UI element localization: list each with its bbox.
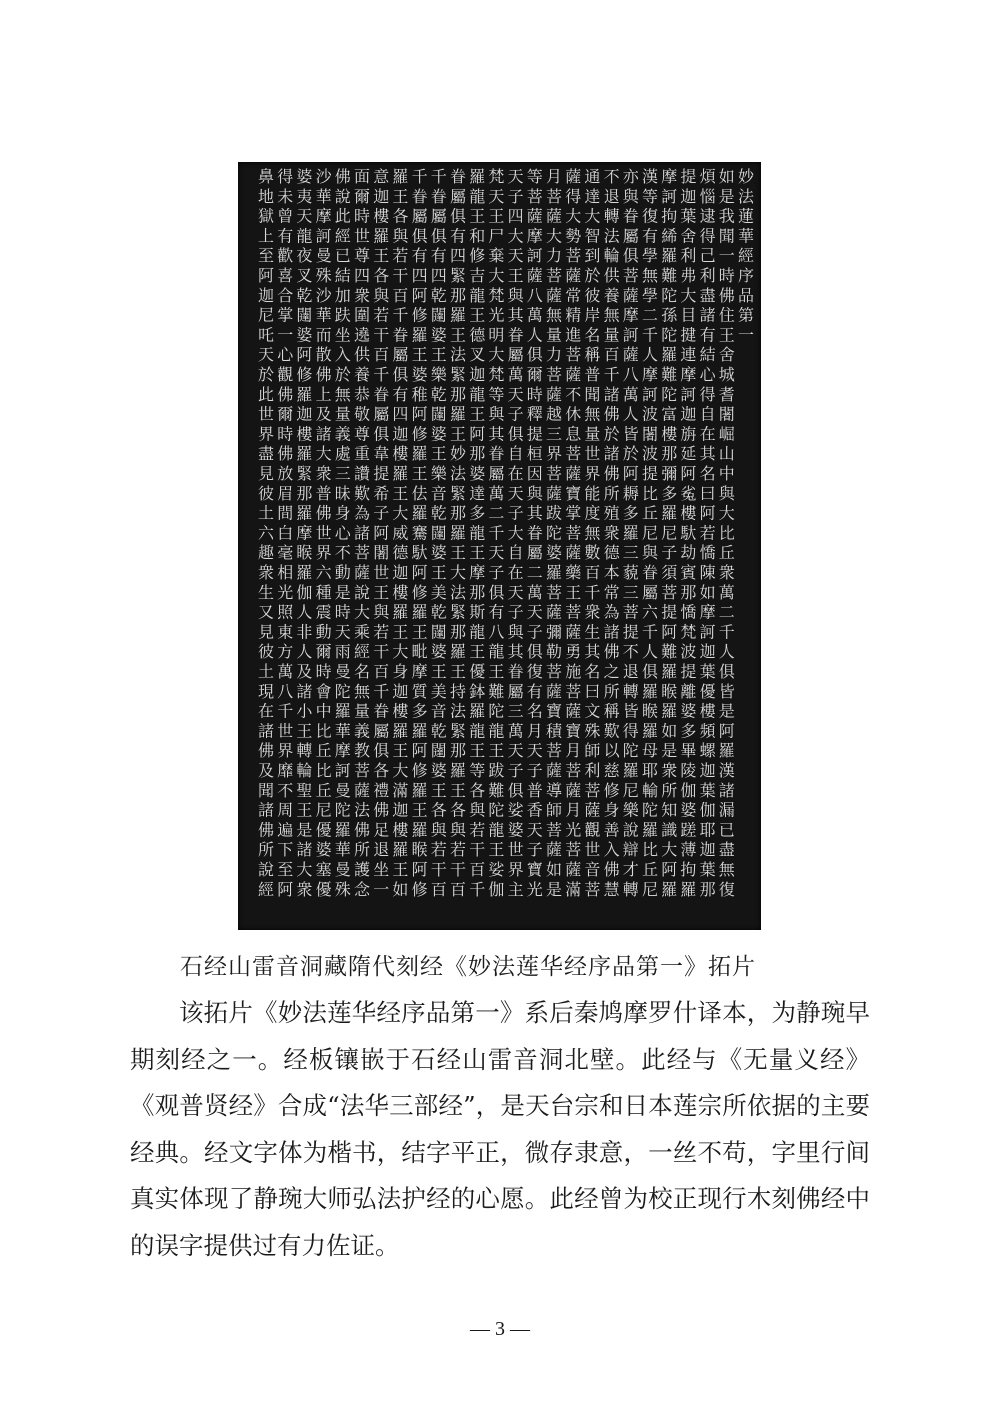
rubbing-column-5: 摩訶拘絺羅難陀孫陀羅難陀富樓那彌多羅尼子須菩提阿難羅睺羅如是衆所知識大阿羅 (661, 167, 678, 899)
rubbing-column-8: 不退轉法輪供養無量百千諸佛於諸佛所殖衆德本常為諸佛之所稱歎以慈修身善入佛慧 (603, 167, 620, 899)
rubbing-column-24: 婆夷天龍夜叉乾闥婆阿修羅迦樓羅緊那羅摩睺羅伽人非人及諸小王轉輪聖王是諸大衆 (296, 167, 313, 899)
rubbing-column-1: 妙法蓮華經序品第一 (737, 167, 755, 345)
figure-caption: 石经山雷音洞藏隋代刻经《妙法莲华经序品第一》拓片 (180, 954, 756, 980)
rubbing-column-2: 如是我聞一時佛住王舍城耆闍崛山中與大比丘衆萬二千人俱皆是阿羅漢諸漏已盡無復 (718, 167, 735, 899)
rubbing-column-16: 眷屬俱有四緊那羅王法緊那羅王妙法緊那羅王大法緊那羅王持法緊那羅王各與若干百 (449, 167, 467, 899)
rubbing-column-6: 漢等復有學無學二千人摩訶波闍波提比丘尼與眷屬六千人俱羅睺羅母耶輸陀羅比丘尼 (641, 167, 659, 899)
rubbing-column-17: 千眷屬俱有四乾闥婆王樂乾闥婆王樂音乾闥婆王美乾闥婆王美音乾闥婆王各與若干百 (430, 167, 447, 899)
rubbing-column-19: 羅王各與若干百千眷屬俱有四迦樓羅王大威德迦樓羅王大身迦樓羅王大滿迦樓羅王如 (392, 167, 409, 899)
rubbing-column-12: 等菩薩摩訶薩八萬人俱爾時釋提桓因與其眷屬二萬天子俱復有名月天子普香天子寶光 (526, 167, 543, 899)
rubbing-column-26: 鼻地獄上至阿迦尼吒天於此世界盡見彼土六趣衆生又見彼土現在諸佛及聞諸佛所說經 (257, 167, 275, 899)
rubbing-column-10: 薩得大勢菩薩常精進菩薩不休息菩薩寶掌菩薩藥王菩薩勇施菩薩寶月菩薩月光菩薩滿 (565, 167, 582, 899)
rubbing-column-21: 面爾時世尊四衆圍遶供養恭敬尊重讚歎為諸菩薩說大乘經名無量義教菩薩法佛所護念 (353, 167, 371, 899)
rubbing-column-22: 佛說此經已結加趺坐入於無量義處三昧身心不動是時天雨曼陀羅華摩訶曼陀羅華曼殊 (334, 167, 351, 899)
rubbing-column-4: 提迦葉舍利弗大目揵連摩訶迦旃延阿㝹樓馱劫賓那憍梵波提離婆多畢陵伽婆蹉薄拘羅 (680, 167, 697, 899)
rubbing-column-15: 羅龍王和修吉龍王德叉迦龍王阿那婆達多龍王摩那斯龍王優鉢羅龍王等各與若干百千 (469, 167, 486, 899)
rubbing-svg (238, 162, 761, 930)
rubbing-column-20: 意迦樓羅王各與若干百千眷屬俱韋提希子阿闍世王與若干百千眷屬俱各禮佛足退坐一 (373, 167, 390, 899)
stone-rubbing-image (238, 162, 761, 930)
rubbing-column-25: 得未曾有歡喜合掌一心觀佛爾時佛放眉間白毫相光照東方萬八千世界靡不周遍下至阿 (277, 167, 294, 899)
rubbing-column-14: 梵天王尸棄大梵光明大梵等與其眷屬萬二千天子俱有八龍王難陀龍王跋難陀龍王娑伽 (488, 167, 505, 899)
rubbing-column-3: 煩惱逮得己利盡諸有結心得自在其名曰阿若憍陳如摩訶迦葉優樓頻螺迦葉伽耶迦葉那 (699, 167, 716, 899)
page-number: — 3 — (470, 1318, 530, 1340)
rubbing-column-7: 亦與眷屬俱菩薩摩訶薩八萬人皆於阿耨多羅三藐三菩提不退轉皆得陀羅尼樂說辯才轉 (622, 167, 639, 899)
body-paragraph: 该拓片《妙法莲华经序品第一》系后秦鸠摩罗什译本，为静琬早期刻经之一。经板镶嵌于石经山雷音洞北壁。此经与《无量义经》《观普贤经》合成“法华三部经”，是天台宗和日本莲宗所依据的主要经典。经文字体为楷书，结字平正，微存隶意，一丝不苟，字里行间真实体现了静琬大师弘法护经的心愿。此经曾为校正现行木刻佛经中的误字提供过有力佐证。 (130, 998, 870, 1260)
rubbing-column-18: 千眷屬俱有四阿修羅王婆稚阿修羅王佉羅騫馱阿修羅王毗摩質多羅阿修羅王羅睺阿修 (411, 167, 428, 899)
rubbing-column-9: 通達大智到於彼岸名稱普聞無量世界能度無數百千衆生其名曰文殊師利菩薩觀世音菩 (584, 167, 601, 899)
rubbing-column-23: 沙華摩訶曼殊沙華而散佛上及諸大衆普佛世界六種震動爾時會中比丘比丘尼優婆塞優 (315, 167, 332, 899)
rubbing-column-13: 天子四大天王與其眷屬萬天子俱自在天子大自在天子與其眷屬三萬天子俱娑婆世界主 (507, 167, 524, 899)
rubbing-column-11: 月菩薩大力菩薩無量力菩薩越三界菩薩跋陀婆羅菩薩彌勒菩薩寶積菩薩導師菩薩如是 (545, 167, 563, 899)
